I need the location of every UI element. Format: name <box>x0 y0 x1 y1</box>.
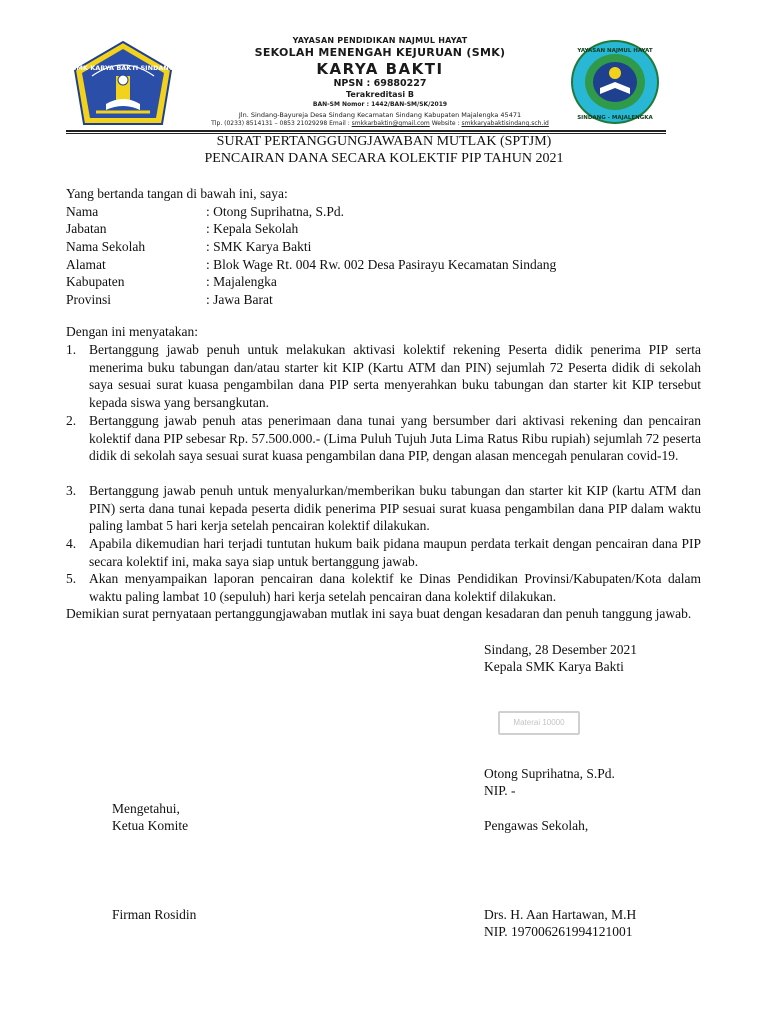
identity-label-regency: Kabupaten <box>66 274 125 289</box>
npsn: NPSN : 69880227 <box>333 78 427 89</box>
svg-text:SMK KARYA BAKTI SINDANG: SMK KARYA BAKTI SINDANG <box>72 64 174 72</box>
svg-text:SINDANG - MAJALENGKA: SINDANG - MAJALENGKA <box>577 115 653 121</box>
statement-number: 2. <box>66 413 77 428</box>
foundation-logo <box>570 40 660 124</box>
closing-paragraph: Demikian surat pernyataan pertanggungjawaban mutlak ini saya buat dengan kesadaran dan penuh tanggung jawab. <box>66 606 692 621</box>
identity-value-regency: : Majalengka <box>206 274 277 289</box>
foundation-name: YAYASAN PENDIDIKAN NAJMUL HAYAT <box>292 36 468 45</box>
svg-text:YAYASAN NAJMUL HAYAT: YAYASAN NAJMUL HAYAT <box>577 48 653 54</box>
identity-label-province: Provinsi <box>66 292 112 307</box>
principal-nip: NIP. - <box>484 783 516 798</box>
identity-value-school: : SMK Karya Bakti <box>206 239 312 254</box>
committee-position: Ketua Komite <box>112 818 189 833</box>
accreditation: Terakreditasi B <box>346 90 414 99</box>
supervisor-position: Pengawas Sekolah, <box>484 818 589 833</box>
revenue-stamp: Materai 10000 <box>498 711 580 735</box>
supervisor-name: Drs. H. Aan Hartawan, M.H <box>484 907 637 922</box>
identity-value-position: : Kepala Sekolah <box>206 221 299 236</box>
ban-sm-number: BAN-SM Nomor : 1442/BAN-SM/SK/2019 <box>312 101 448 108</box>
document-title: SURAT PERTANGGUNGJAWABAN MUTLAK (SPTJM) <box>216 134 552 149</box>
statement-text: Bertanggung jawab penuh untuk menyalurkan/memberikan buku tabungan dan starter kit KIP (kartu ATM dan PIN) serta dana tunai kepada peserta didik penerima PIP sesuai surat kuasa pengambilan dana PIP dalam waktu paling lambat 5 hari kerja setelah pencairan kolektif dilakukan. <box>89 483 701 534</box>
statement-text: Bertanggung jawab penuh atas penerimaan dana tunai yang bersumber dari aktivasi rekening dan pencairan kolektif dana PIP sebesar Rp. 57.500.000.- (Lima Puluh Tujuh Juta Lima Ratus Ribu rupiah) sejumlah 72 peserta didik di sekolah saya sesuai surat kuasa pengambilan dana PIP, dengan alasan mencegah penularan covid-19. <box>89 413 701 464</box>
identity-value-name: : Otong Suprihatna, S.Pd. <box>206 204 345 219</box>
identity-label-name: Nama <box>66 204 99 219</box>
school-address: Jln. Sindang-Bayureja Desa Sindang Kecamatan Sindang Kabupaten Majalengka 45471 <box>238 111 522 119</box>
principal-position: Kepala SMK Karya Bakti <box>484 659 624 674</box>
statement-number: 1. <box>66 342 77 357</box>
place-date: Sindang, 28 Desember 2021 <box>484 642 637 657</box>
statement-number: 4. <box>66 536 77 551</box>
school-name: KARYA BAKTI <box>316 60 444 78</box>
website-link[interactable]: smkkaryabaktisindang.sch.id <box>461 120 549 127</box>
contact-prefix: Tlp. (0233) 8514131 – 0853 21029298 Email : <box>211 120 352 127</box>
identity-label-address: Alamat <box>66 257 106 272</box>
school-type: SEKOLAH MENENGAH KEJURUAN (SMK) <box>254 46 506 59</box>
supervisor-nip: NIP. 197006261994121001 <box>484 924 633 939</box>
school-logo <box>72 40 174 126</box>
identity-label-school: Nama Sekolah <box>66 239 146 254</box>
letterhead-divider <box>66 130 666 132</box>
statement-text: Apabila dikemudian hari terjadi tuntutan hukum baik pidana maupun perdata terkait dengan pencairan dana PIP secara kolektif ini, maka saya siap untuk bertanggung jawab. <box>89 536 701 569</box>
acknowledged-label: Mengetahui, <box>112 801 180 816</box>
statement-number: 5. <box>66 571 77 586</box>
website-prefix: Website : <box>429 120 462 127</box>
statement-intro: Dengan ini menyatakan: <box>66 324 198 339</box>
email-link[interactable]: smkkarbaktin@gmail.com <box>351 120 430 127</box>
identity-value-address: : Blok Wage Rt. 004 Rw. 002 Desa Pasirayu Kecamatan Sindang <box>206 257 557 272</box>
identity-label-position: Jabatan <box>66 221 107 236</box>
intro-text: Yang bertanda tangan di bawah ini, saya: <box>66 186 288 201</box>
statement-number: 3. <box>66 483 77 498</box>
statement-text: Akan menyampaikan laporan pencairan dana kolektif ke Dinas Pendidikan Provinsi/Kabupaten/Kota dalam waktu paling lambat 10 (sepuluh) hari kerja setelah pencairan dana kolektif dilakukan. <box>89 571 701 604</box>
principal-name: Otong Suprihatna, S.Pd. <box>484 766 615 781</box>
document-subtitle: PENCAIRAN DANA SECARA KOLEKTIF PIP TAHUN 2021 <box>204 151 564 166</box>
identity-value-province: : Jawa Barat <box>206 292 273 307</box>
statement-text: Bertanggung jawab penuh untuk melakukan aktivasi kolektif rekening Peserta didik penerima PIP serta menerima buku tabungan dan/atau starter kit KIP (Kartu ATM dan PIN) sejumlah 72 Peserta didik di sekolah saya sesuai surat kuasa pengambilan dana PIP serta menyerahkan buku tabungan dan starter kit KIP tersebut kepada siswa yang bersangkutan. <box>89 342 701 410</box>
school-contact <box>190 120 570 127</box>
committee-name: Firman Rosidin <box>112 907 197 922</box>
